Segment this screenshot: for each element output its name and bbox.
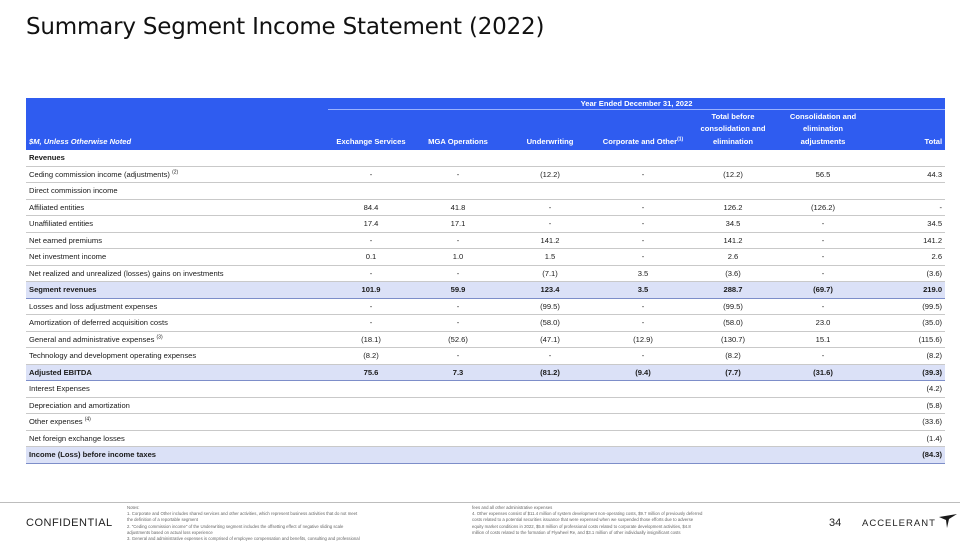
table-row [26,414,945,431]
cell-value: - [502,199,598,216]
cell-value: - [778,348,868,365]
cell-value: - [328,315,414,332]
row-label: Depreciation and amortization [26,397,328,414]
cell-value: (52.6) [414,331,502,348]
accelerant-mark-icon [938,513,958,529]
cell-value: (115.6) [868,331,945,348]
cell-value: 15.1 [778,331,868,348]
row-label: Ceding commission income (adjustments) $^{(2)}$ [26,166,328,183]
cell-value [688,381,778,398]
footnote-line: 4. Other expenses consist of $11.4 million of system development non-operating costs, $9.7 million of previously deferred [472,511,703,517]
row-label: Net investment income [26,249,328,266]
cell-value: 17.1 [414,216,502,233]
cell-value [328,397,414,414]
cell-value: 56.5 [778,166,868,183]
cell-value: 1.5 [502,249,598,266]
table-row [26,249,945,266]
footnote-line: fees and all other administrative expenses [472,505,553,510]
cell-value: - [414,315,502,332]
cell-value: (58.0) [502,315,598,332]
row-label: Losses and loss adjustment expenses [26,298,328,315]
cell-value: (3.6) [688,265,778,282]
page-number: 34 [829,517,842,529]
cell-value: (84.3) [868,447,945,464]
cell-value: 1.0 [414,249,502,266]
cell-value [598,397,688,414]
cell-value: 141.2 [502,232,598,249]
cell-value: 2.6 [688,249,778,266]
cell-value: 23.0 [778,315,868,332]
segment-income-table [26,98,945,464]
cell-value [502,430,598,447]
cell-value [688,414,778,431]
cell-value: (35.0) [868,315,945,332]
cell-value [688,430,778,447]
brand-name: ACCELERANT [862,518,936,529]
cell-value: - [778,298,868,315]
row-label: Direct commission income [26,183,328,200]
cell-value: - [598,298,688,315]
col-corporate-other: Corporate and Other$^{(1)}$ [598,110,688,151]
cell-value [598,447,688,464]
cell-value: 123.4 [502,282,598,299]
footnotes [127,505,807,548]
row-label: Segment revenues [26,282,328,299]
cell-value [414,150,502,166]
cell-value: (31.6) [778,364,868,381]
cell-value: (8.2) [688,348,778,365]
cell-value: (7.7) [688,364,778,381]
cell-value: (1.4) [868,430,945,447]
cell-value: - [778,249,868,266]
cell-value [598,414,688,431]
cell-value: - [414,298,502,315]
cell-value [414,414,502,431]
cell-value: (47.1) [502,331,598,348]
row-label: Revenues [26,150,328,166]
cell-value: 101.9 [328,282,414,299]
footnote-line: 1. Corporate and Other includes shared services and other activities, which represent business activities that do not meet [127,511,358,517]
footnote-line: 2. "Ceding commission income" of the Underwriting segment includes the offsetting effect of negative sliding scale [127,523,344,529]
cell-value: - [328,232,414,249]
cell-value: (3.6) [868,265,945,282]
cell-value: - [778,232,868,249]
confidential-label: CONFIDENTIAL [26,517,113,529]
cell-value [688,150,778,166]
cell-value: (81.2) [502,364,598,381]
footnote-ref: (3) [156,334,163,341]
notes-title: Notes: [127,505,140,510]
cell-value: 141.2 [868,232,945,249]
table-row [26,348,945,365]
footnote-line: adjustments based on actual loss experience [127,529,213,535]
cell-value [502,414,598,431]
cell-value: - [328,298,414,315]
cell-value [502,183,598,200]
row-label: Net foreign exchange losses [26,430,328,447]
table-row [26,265,945,282]
row-label: Interest Expenses [26,381,328,398]
cell-value [328,447,414,464]
cell-value: - [328,166,414,183]
cell-value: - [598,249,688,266]
cell-value [414,397,502,414]
cell-value [778,381,868,398]
table-row [26,381,945,398]
cell-value: (12.2) [502,166,598,183]
cell-value: (99.5) [502,298,598,315]
cell-value: - [598,216,688,233]
table-row [26,232,945,249]
cell-value: 3.5 [598,282,688,299]
table-row [26,315,945,332]
footnote-line: 3. General and administrative expenses is comprised of employee compensation and benefits, consulting and professional [127,536,360,542]
row-label: Technology and development operating expenses [26,348,328,365]
table-row [26,397,945,414]
row-label: Amortization of deferred acquisition costs [26,315,328,332]
row-label: Adjusted EBITDA [26,364,328,381]
cell-value [414,381,502,398]
footnote-ref: (4) [84,416,91,423]
cell-value: - [598,199,688,216]
cell-value: 219.0 [868,282,945,299]
table-row [26,282,945,299]
cell-value: (39.3) [868,364,945,381]
cell-value [778,414,868,431]
cell-value: - [502,348,598,365]
cell-value [778,447,868,464]
footnote-line: the definition of a reportable segment [127,517,198,523]
cell-value: (69.7) [778,282,868,299]
col-mga-operations: MGA Operations [414,110,502,151]
cell-value: - [328,265,414,282]
cell-value: 141.2 [688,232,778,249]
cell-value: (9.4) [598,364,688,381]
cell-value: - [778,216,868,233]
cell-value: 44.3 [868,166,945,183]
table-row [26,216,945,233]
cell-value: (7.1) [502,265,598,282]
cell-value: (8.2) [868,348,945,365]
period-header: Year Ended December 31, 2022 [328,98,945,110]
cell-value: (8.2) [328,348,414,365]
cell-value [688,447,778,464]
table-row [26,199,945,216]
footnote-line: million of costs related to the formation of Flywheel Re, and $3.1 million of other individually insignificant costs [472,529,681,535]
cell-value: 288.7 [688,282,778,299]
cell-value: - [598,348,688,365]
cell-value [598,381,688,398]
cell-value: 34.5 [688,216,778,233]
cell-value: (12.2) [688,166,778,183]
table-row [26,183,945,200]
cell-value: - [598,166,688,183]
row-label: Unaffiliated entities [26,216,328,233]
cell-value: 41.8 [414,199,502,216]
cell-value [598,430,688,447]
row-label: Income (Loss) before income taxes [26,447,328,464]
cell-value: 17.4 [328,216,414,233]
col-total: Total [868,110,945,151]
cell-value: 75.6 [328,364,414,381]
table-row [26,150,945,166]
page-title: Summary Segment Income Statement (2022) [26,14,545,40]
cell-value [598,183,688,200]
cell-value [328,430,414,447]
cell-value: - [778,265,868,282]
cell-value [414,183,502,200]
cell-value: 2.6 [868,249,945,266]
cell-value: 0.1 [328,249,414,266]
cell-value: - [598,315,688,332]
row-label: Other expenses $^{(4)}$ [26,414,328,431]
table-row [26,298,945,315]
table-row [26,331,945,348]
cell-value [414,430,502,447]
cell-value: (18.1) [328,331,414,348]
col-underwriting: Underwriting [502,110,598,151]
cell-value: - [868,199,945,216]
row-label: Net earned premiums [26,232,328,249]
cell-value: 7.3 [414,364,502,381]
footnote-line: equity market conditions in 2022, $5.8 million of professional costs related to corporate development activities, $4.8 [472,523,691,529]
cell-value [502,381,598,398]
brand-logo [862,518,958,529]
cell-value: (99.5) [868,298,945,315]
table-row [26,447,945,464]
cell-value [778,183,868,200]
cell-value: 84.4 [328,199,414,216]
cell-value: 126.2 [688,199,778,216]
cell-value [688,183,778,200]
cell-value: 59.9 [414,282,502,299]
col-consolidation-adjustments: Consolidation and elimination adjustments [778,110,868,151]
cell-value [502,397,598,414]
cell-value [502,447,598,464]
unit-label: $M, Unless Otherwise Noted [26,110,328,151]
cell-value [598,150,688,166]
cell-value [778,430,868,447]
cell-value: - [414,232,502,249]
footnote-ref: (2) [172,169,179,176]
cell-value: 34.5 [868,216,945,233]
cell-value [688,397,778,414]
cell-value [868,183,945,200]
row-label: Affiliated entities [26,199,328,216]
col-total-before-consolidation: Total before consolidation and elimination [688,110,778,151]
cell-value: (4.2) [868,381,945,398]
row-label: Net realized and unrealized (losses) gains on investments [26,265,328,282]
table-row [26,364,945,381]
col-exchange-services: Exchange Services [328,110,414,151]
cell-value [328,183,414,200]
cell-value: (12.9) [598,331,688,348]
cell-value: (99.5) [688,298,778,315]
cell-value [328,150,414,166]
cell-value: (58.0) [688,315,778,332]
cell-value: - [414,348,502,365]
cell-value: (126.2) [778,199,868,216]
table-row [26,430,945,447]
cell-value [868,150,945,166]
cell-value [502,150,598,166]
cell-value: (5.8) [868,397,945,414]
cell-value: - [414,265,502,282]
cell-value [328,414,414,431]
table-row [26,166,945,183]
cell-value: - [502,216,598,233]
footnote-line: costs related to a potential securities issuance that were expensed when we suspended those efforts due to adverse [472,517,694,523]
cell-value: (33.6) [868,414,945,431]
footer-divider [0,502,960,503]
cell-value [328,381,414,398]
cell-value [778,397,868,414]
cell-value: (130.7) [688,331,778,348]
cell-value [778,150,868,166]
cell-value [414,447,502,464]
row-label: General and administrative expenses $^{(3)}$ [26,331,328,348]
cell-value: 3.5 [598,265,688,282]
cell-value: - [414,166,502,183]
cell-value: - [598,232,688,249]
